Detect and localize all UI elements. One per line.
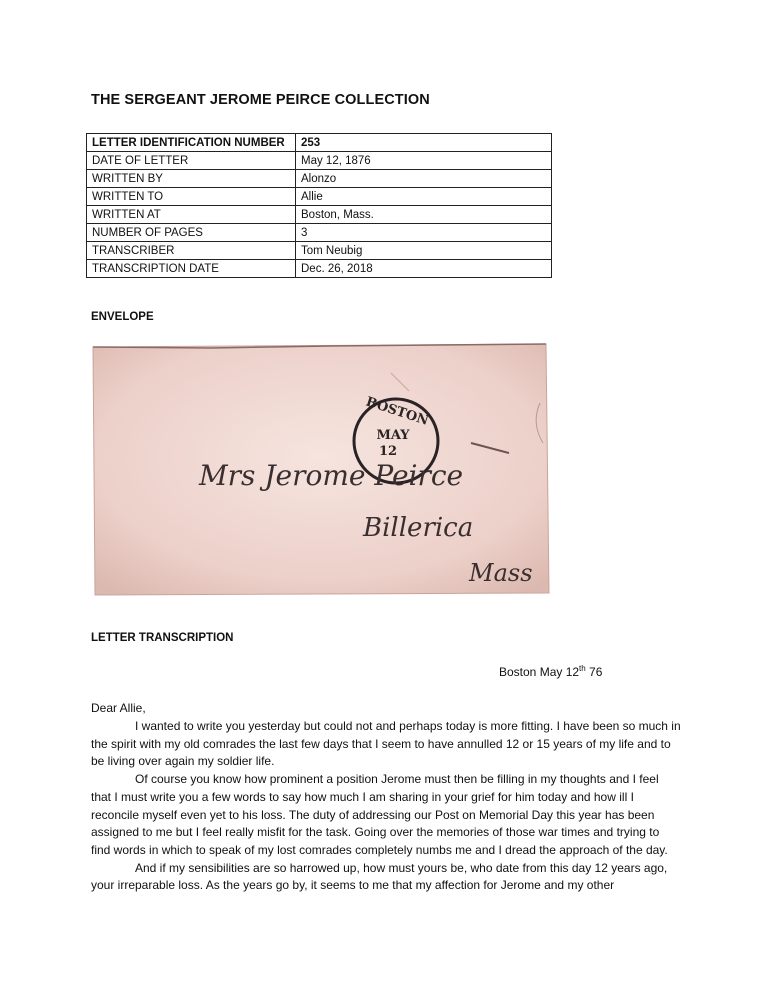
meta-label: DATE OF LETTER — [87, 152, 296, 170]
letter-paragraph: I wanted to write you yesterday but could not and perhaps today is more fitting. I have been so much in the spirit with my old comrades the last few days that I seem to have annulled 12 or 15 years of my life and to be living over again my soldier life. — [91, 719, 681, 769]
letter-metadata-table — [86, 133, 552, 278]
postmark-day: 12 — [378, 444, 398, 459]
meta-value: 253 — [296, 134, 552, 152]
meta-value: Allie — [296, 188, 552, 206]
envelope-heading: ENVELOPE — [91, 311, 154, 323]
transcription-heading: LETTER TRANSCRIPTION — [91, 632, 234, 644]
table-row — [87, 188, 552, 206]
letter-date — [499, 664, 602, 679]
letter-date-main: Boston May 12 — [499, 665, 580, 679]
table-row — [87, 152, 552, 170]
address-state: Mass — [469, 559, 533, 587]
meta-value: May 12, 1876 — [296, 152, 552, 170]
meta-label: TRANSCRIBER — [87, 242, 296, 260]
meta-label: TRANSCRIPTION DATE — [87, 260, 296, 278]
table-row — [87, 260, 552, 278]
collection-title: THE SERGEANT JEROME PEIRCE COLLECTION — [91, 92, 430, 108]
letter-date-sup: th — [579, 664, 586, 673]
meta-label: WRITTEN AT — [87, 206, 296, 224]
meta-value: Dec. 26, 2018 — [296, 260, 552, 278]
meta-value: Boston, Mass. — [296, 206, 552, 224]
postmark-month: MAY — [376, 428, 410, 443]
letter-paragraph: And if my sensibilities are so harrowed up, how must yours be, who date from this day 12 years ago, your irreparable loss. As the years go by, it seems to me that my affection for Jerome and my other — [91, 860, 668, 893]
meta-label: NUMBER OF PAGES — [87, 224, 296, 242]
table-row — [87, 224, 552, 242]
envelope-image — [91, 343, 550, 596]
address-town: Billerica — [363, 513, 474, 543]
postmark-city: BOSTON — [363, 394, 431, 429]
table-row — [87, 242, 552, 260]
letter-body — [91, 718, 681, 895]
meta-value: Tom Neubig — [296, 242, 552, 260]
table-row — [87, 170, 552, 188]
table-row — [87, 134, 552, 152]
letter-date-year: 76 — [585, 665, 603, 679]
address-recipient: Mrs Jerome Peirce — [199, 459, 464, 492]
meta-label: WRITTEN BY — [87, 170, 296, 188]
meta-label: WRITTEN TO — [87, 188, 296, 206]
letter-salutation: Dear Allie, — [91, 701, 146, 715]
meta-value: 3 — [296, 224, 552, 242]
letter-paragraph: Of course you know how prominent a position Jerome must then be filling in my thoughts and I feel that I must write you a few words to say how much I am sharing in your grief for him today and how ill I reconcile myself even yet to his loss. The duty of addressing our Post on Memorial Day this year has been assigned to me but I feel really misfit for the task. Going over the memories of those war times and trying to find words in which to speak of my lost comrades completely numbs me and I dread the approach of the day. — [91, 772, 668, 857]
meta-label: LETTER IDENTIFICATION NUMBER — [87, 134, 296, 152]
table-row — [87, 206, 552, 224]
meta-value: Alonzo — [296, 170, 552, 188]
